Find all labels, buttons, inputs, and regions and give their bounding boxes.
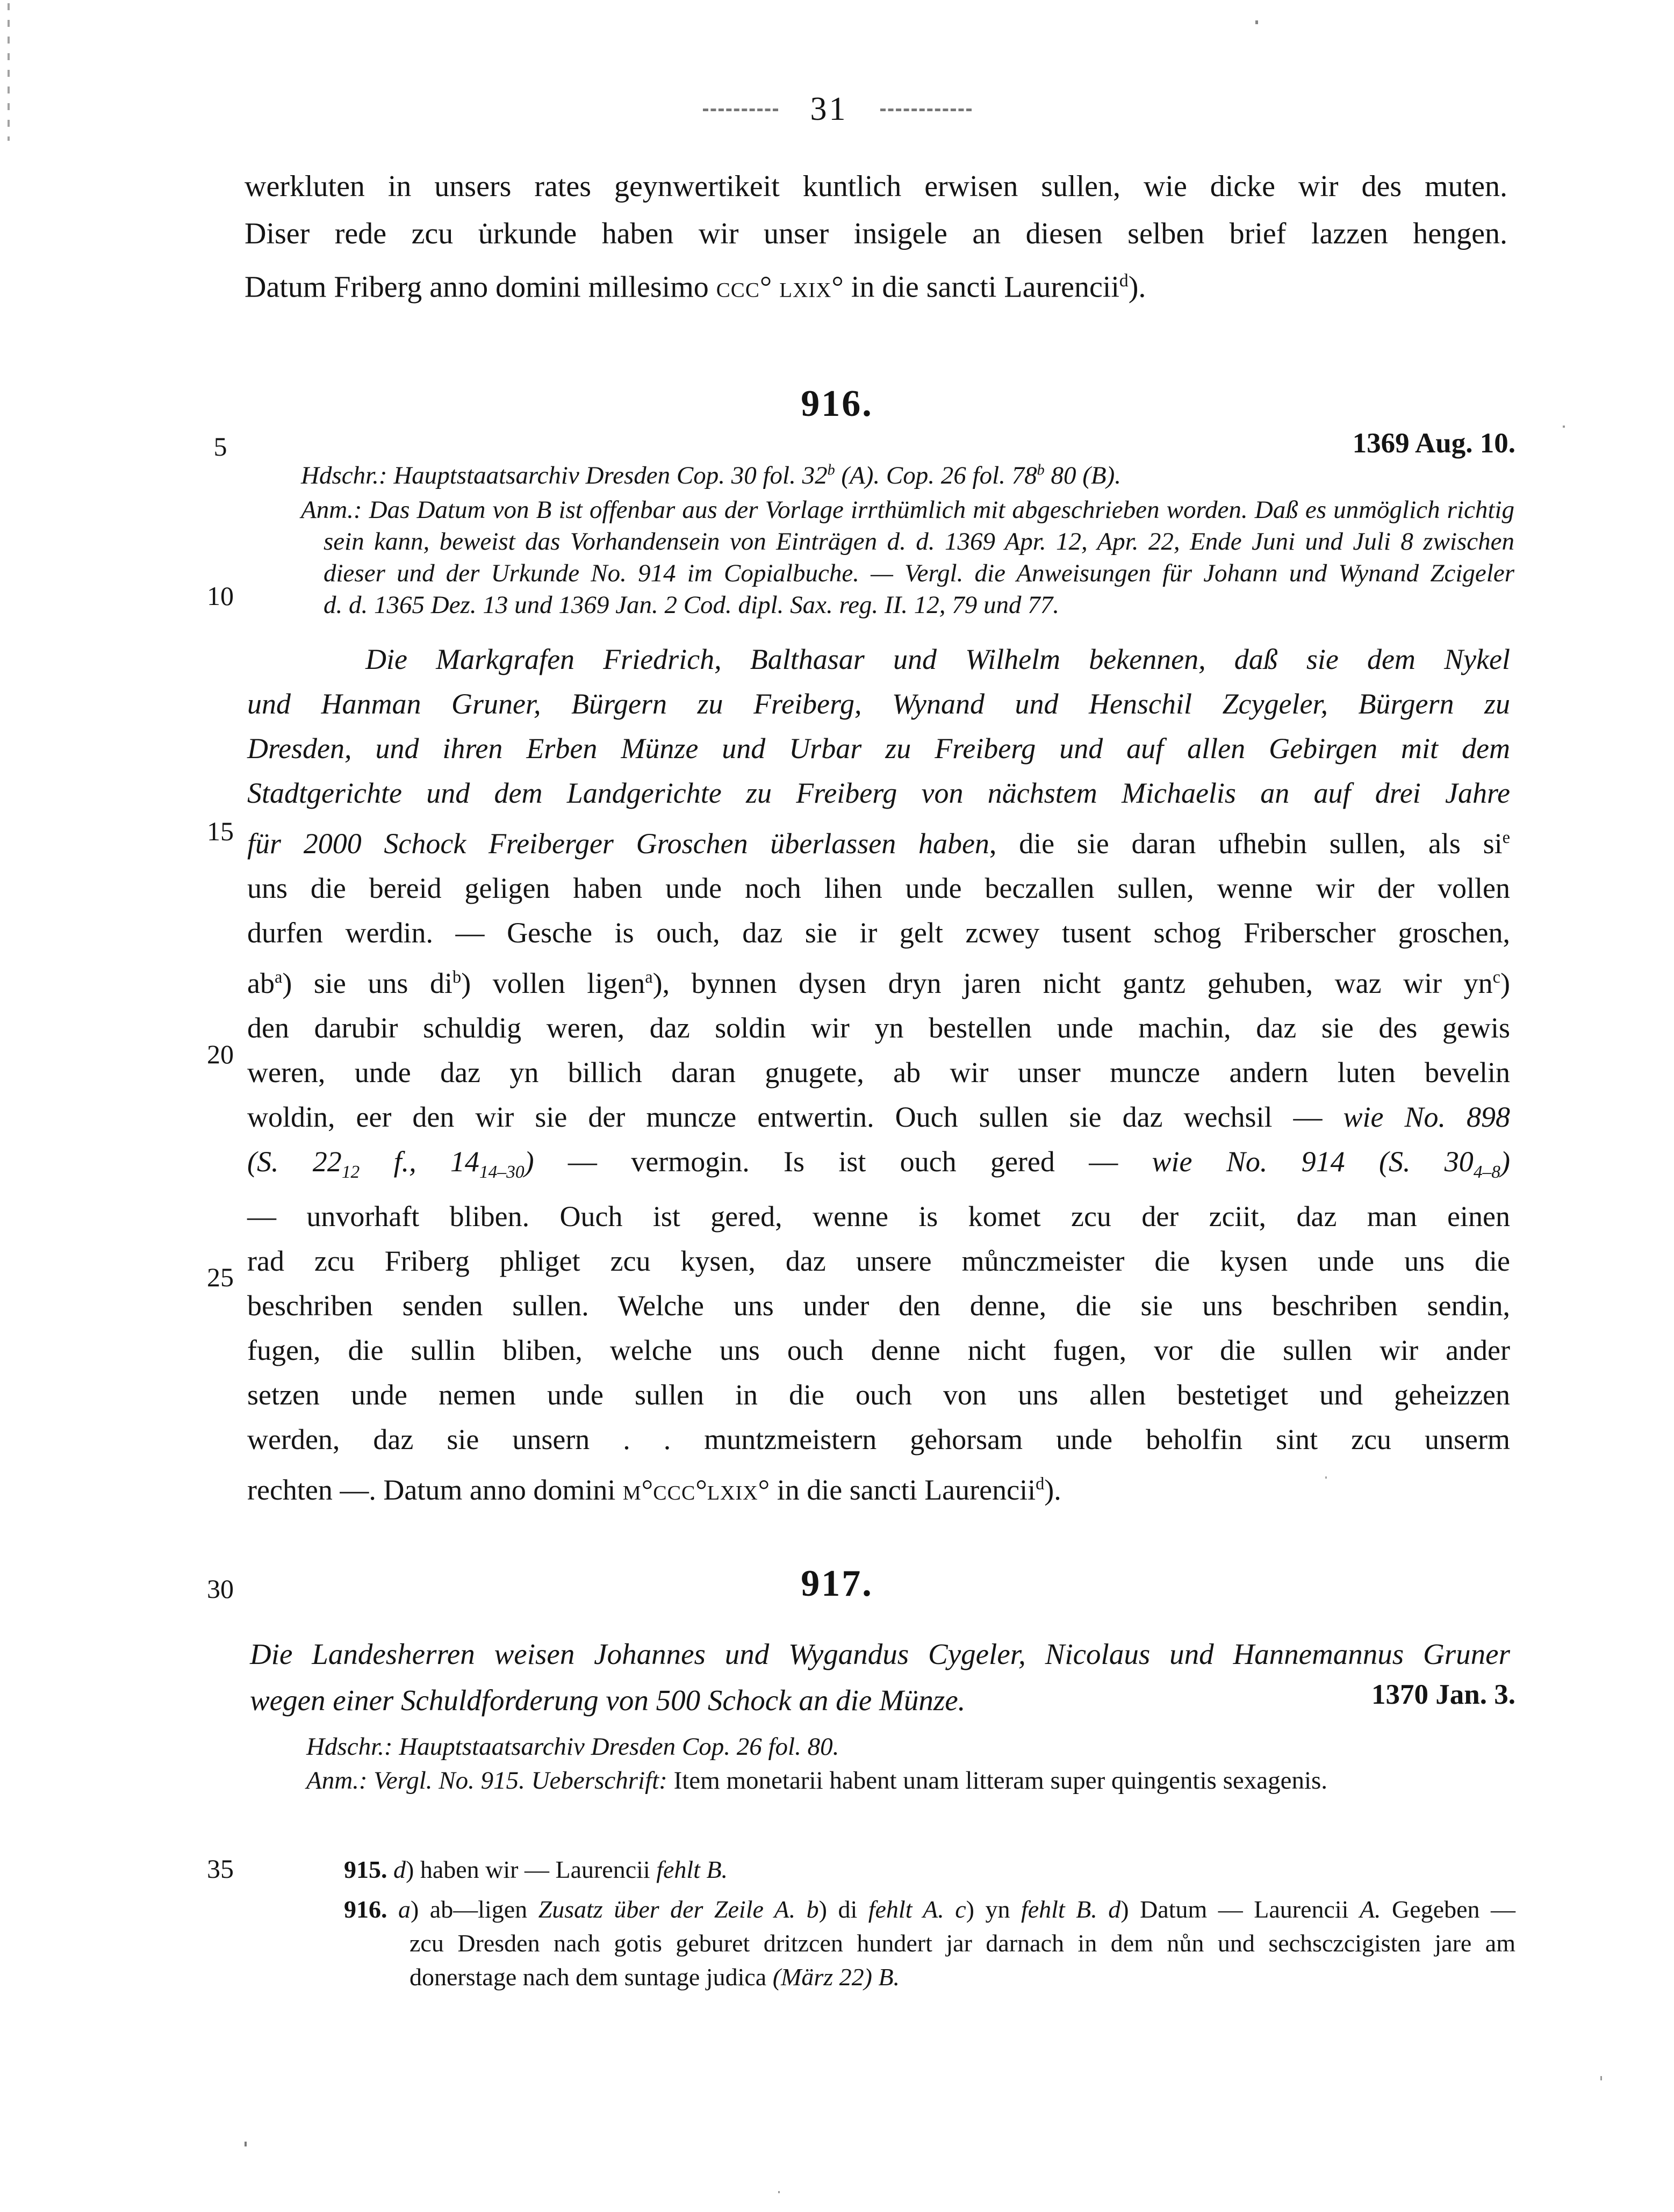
text-segment: werkluten in unsers rates geynwertikeit kuntlich erwisen sullen, wie dicke wir des muten. (245, 170, 1507, 203)
text-segment: — vermogin. Is ist ouch gered — (534, 1145, 1152, 1178)
text-line (247, 955, 1510, 1006)
entry-916-anm (301, 494, 1514, 621)
text-segment: ) di (818, 1896, 868, 1923)
text-line (247, 1284, 1510, 1328)
margin-line-number: 10 (207, 581, 234, 611)
text-segment: e (1502, 828, 1510, 847)
page-header (0, 90, 1674, 128)
text-segment: rad zcu Friberg phliget zcu kysen, daz unsere můnczmeister die kysen unde uns die (247, 1244, 1510, 1277)
text-segment: Datum Friberg anno domini millesimo (245, 270, 716, 304)
text-segment: ) (1500, 967, 1510, 999)
text-segment: ) (1500, 1145, 1510, 1178)
text-segment: Zusatz über der Zeile A. (538, 1896, 796, 1923)
text-line (247, 1194, 1510, 1239)
text-segment: woldin, eer den wir sie der muncze entwertin. Ouch sullen sie daz wechsil — (247, 1101, 1343, 1133)
text-line (247, 771, 1510, 816)
text-segment: ), bynnen dysen dryn jaren nicht gantz gehuben, waz wir yn (652, 967, 1493, 999)
text-segment: ccc (653, 1473, 696, 1506)
text-segment: Hdschr.: Hauptstaatsarchiv Dresden Cop. 26 fol. 80. (306, 1733, 839, 1761)
page-number-dash (880, 109, 972, 111)
scan-artifact (1600, 2076, 1602, 2080)
text-segment: ° in die sancti Laurencii (831, 270, 1119, 304)
text-segment: ccc (716, 270, 760, 304)
text-segment: ) Datum — Laurencii (1120, 1896, 1360, 1923)
scan-artifact (1255, 20, 1258, 24)
text-segment: ). (1128, 270, 1146, 304)
text-segment: Die Landesherren weisen Johannes und Wygandus Cygeler, Nicolaus und Hannemannus Gruner (250, 1638, 1510, 1670)
footnote-line (344, 1853, 1515, 1886)
text-segment: fugen, die sullin bliben, welche uns ouch denne nicht fugen, vor die sullen wir ander (247, 1334, 1510, 1366)
text-segment: — unvorhaft bliben. Ouch ist gered, wenne is komet zcu der zciit, daz man einen (247, 1200, 1510, 1233)
footnote-915 (344, 1853, 1515, 1886)
text-segment: ° in die sancti Laurencii (758, 1473, 1036, 1506)
text-segment: fehlt B. (656, 1856, 728, 1883)
text-segment: beschriben senden sullen. Welche uns under den denne, die sie uns beschriben sendin, (247, 1289, 1510, 1322)
footnote-line (344, 1960, 1515, 1994)
text-segment: und Hanman Gruner, Bürgern zu Freiberg, Wynand und Henschil Zcygeler, Bürgern zu (247, 688, 1510, 720)
scan-artifact (1325, 1476, 1327, 1479)
text-line (247, 1462, 1510, 1512)
entry-917-anm (306, 1766, 1515, 1795)
text-segment: b (806, 1896, 819, 1923)
text-segment: weren, unde daz yn billich daran gnugete, ab wir unser muncze andern luten bevelin (247, 1056, 1510, 1089)
text-segment: ) vollen ligen (461, 967, 645, 999)
footnote-line (344, 1926, 1515, 1960)
text-line (247, 1006, 1510, 1050)
text-segment: b (827, 462, 835, 479)
text-segment: sein kann, beweist das Vorhandensein von Einträgen d. d. 1369 Apr. 12, Apr. 22, Ende Juni und Juli 8 zwischen (324, 528, 1514, 556)
text-segment: Stadtgerichte und dem Landgerichte zu Freiberg von nächstem Michaelis an auf drei Jahre (247, 777, 1510, 809)
text-segment: Anm.: Das Datum von B ist offenbar aus der Vorlage irrthümlich mit abgeschrieben worden. Daß es unmöglich richtig (301, 496, 1514, 524)
text-line (247, 816, 1510, 866)
text-segment: Diser rede zcu u̇rkunde haben wir unser insigele an diesen selben brief lazzen hengen. (245, 217, 1507, 250)
text-segment: 12 (341, 1162, 360, 1182)
text-segment: wie No. 914 (S. 30 (1152, 1145, 1474, 1178)
text-segment: setzen unde nemen unde sullen in die ouch von uns allen bestetiget und geheizzen (247, 1378, 1510, 1411)
anm-line (301, 558, 1514, 589)
scan-artifact (8, 3, 10, 141)
text-segment: durfen werdin. — Gesche is ouch, daz sie ir gelt zcwey tusent schog Friberscher groschen, (247, 917, 1510, 949)
text-segment: c (1492, 968, 1500, 987)
text-line (247, 1328, 1510, 1373)
text-line (247, 866, 1510, 911)
margin-line-number: 5 (213, 431, 227, 462)
text-line (247, 682, 1510, 726)
text-segment: werden, daz sie unsern . . muntzmeistern gehorsam unde beholfin sint zcu unserm (247, 1423, 1510, 1456)
scan-artifact (245, 2142, 247, 2146)
text-segment: ) yn (966, 1896, 1021, 1923)
text-line (245, 257, 1507, 311)
summary-line (250, 1677, 1510, 1724)
margin-line-number: 30 (207, 1574, 234, 1604)
text-segment: donerstage nach dem suntage judica (409, 1963, 773, 1991)
page-number-dash (703, 109, 778, 111)
text-segment: 915. (344, 1856, 387, 1883)
text-segment: d (1036, 1474, 1045, 1494)
footnote-916 (344, 1892, 1515, 1994)
text-segment: Die Markgrafen Friedrich, Balthasar und Wilhelm bekennen, daß sie dem Nykel (365, 643, 1510, 675)
text-segment: A. (1359, 1896, 1381, 1923)
summary-line (250, 1631, 1510, 1677)
text-segment: 14–30 (479, 1162, 525, 1182)
text-segment (387, 1896, 398, 1923)
entry-917-hdschr (306, 1732, 1515, 1761)
text-segment: 4–8 (1473, 1162, 1501, 1182)
text-segment: ° (695, 1473, 707, 1506)
text-segment: f., 14 (360, 1145, 479, 1178)
text-segment: dieser und der Urkunde No. 914 im Copialbuche. — Vergl. die Anweisungen für Johann und Wynand Zcigeler (324, 559, 1514, 587)
text-segment: Gegeben — (1381, 1896, 1515, 1923)
scan-artifact (1563, 426, 1565, 428)
text-segment: fehlt B. (1021, 1896, 1097, 1923)
text-segment: a (645, 968, 653, 987)
text-segment: uns die bereid geligen haben unde noch lihen unde beczallen sullen, wenne wir der vollen (247, 872, 1510, 904)
text-line (247, 726, 1510, 771)
text-segment (1097, 1896, 1108, 1923)
text-segment: d. d. 1365 Dez. 13 und 1369 Jan. 2 Cod. dipl. Sax. reg. II. 12, 79 und 77. (324, 591, 1059, 619)
text-segment: rechten —. Datum anno domini (247, 1473, 623, 1506)
text-line (247, 1417, 1510, 1462)
entry-916-text (247, 637, 1510, 1512)
text-line (247, 637, 1510, 682)
text-segment: ) ab—ligen (410, 1896, 538, 1923)
text-segment: (S. 22 (247, 1145, 342, 1178)
entry-917-number: 917. (801, 1563, 873, 1604)
margin-line-number: 20 (207, 1039, 234, 1069)
text-segment: ) (524, 1145, 534, 1178)
text-segment: wegen einer Schuldforderung von 500 Schock an die Münze. (250, 1684, 966, 1717)
text-segment: lxix (707, 1473, 758, 1506)
text-segment: 80 (B). (1044, 462, 1122, 489)
text-segment: a (398, 1896, 411, 1923)
text-segment: d (1108, 1896, 1121, 1923)
text-segment: b (1037, 462, 1045, 479)
text-segment: zcu Dresden nach gotis geburet dritzcen hundert jar darnach in dem nůn und sechsczcigisten jare am (409, 1929, 1515, 1957)
text-segment: 916. (344, 1896, 387, 1923)
text-line (245, 210, 1507, 257)
margin-line-number: 35 (207, 1854, 234, 1884)
text-segment: (A). Cop. 26 fol. 78 (835, 462, 1037, 489)
text-line (247, 1140, 1510, 1194)
text-segment: fehlt A. (868, 1896, 944, 1923)
text-segment: ° (641, 1473, 653, 1506)
text-segment: ° (759, 270, 780, 304)
entry-916-date: 1369 Aug. 10. (1352, 428, 1515, 459)
text-line (247, 1239, 1510, 1284)
margin-line-number: 15 (207, 816, 234, 846)
text-segment: , die sie daran ufhebin sullen, als si (989, 827, 1503, 860)
footnote-line (344, 1892, 1515, 1926)
text-segment: ab (247, 967, 275, 999)
text-segment: d (1119, 271, 1129, 291)
entry-917-date: 1370 Jan. 3. (1371, 1679, 1515, 1710)
text-segment: Item monetarii habent unam litteram super quingentis sexagenis. (667, 1767, 1328, 1795)
text-segment: d (393, 1856, 406, 1883)
text-segment: Hdschr.: Hauptstaatsarchiv Dresden Cop. 30 fol. 32 (301, 462, 828, 489)
text-segment: ) sie uns di (282, 967, 452, 999)
text-segment (944, 1896, 955, 1923)
page-number: 31 (810, 91, 848, 127)
anm-line (301, 589, 1514, 621)
text-line (247, 1095, 1510, 1140)
text-segment: c (955, 1896, 966, 1923)
text-segment: (März 22) B. (772, 1963, 900, 1991)
margin-line-number: 25 (207, 1262, 234, 1292)
text-segment: ). (1044, 1473, 1061, 1506)
text-segment (387, 1856, 394, 1883)
text-segment: den darubir schuldig weren, daz soldin wir yn bestellen unde machin, daz sie des gewis (247, 1012, 1510, 1044)
text-segment: Dresden, und ihren Erben Münze und Urbar zu Freiberg und auf allen Gebirgen mit dem (247, 732, 1510, 765)
text-segment: Anm.: Vergl. No. 915. Ueberschrift: (306, 1767, 667, 1795)
text-line (247, 1373, 1510, 1417)
entry-917-summary (250, 1631, 1510, 1724)
entry-916-hdschr (301, 461, 1515, 490)
entry-916-number: 916. (801, 383, 873, 424)
text-segment (795, 1896, 806, 1923)
text-segment: ) haben wir — Laurencii (406, 1856, 657, 1883)
text-segment: wie No. 898 (1343, 1101, 1510, 1133)
text-segment: für 2000 Schock Freiberger Groschen überlassen haben (247, 827, 989, 860)
text-line (245, 163, 1507, 210)
text-line (247, 1050, 1510, 1095)
anm-line (301, 494, 1514, 526)
anm-line (301, 526, 1514, 558)
text-line (247, 911, 1510, 955)
text-segment: lxix (779, 270, 832, 304)
text-segment: a (274, 968, 283, 987)
continuation-paragraph (245, 163, 1507, 311)
text-segment: m (622, 1473, 642, 1506)
scan-artifact (778, 2191, 780, 2193)
text-segment: b (452, 968, 462, 987)
